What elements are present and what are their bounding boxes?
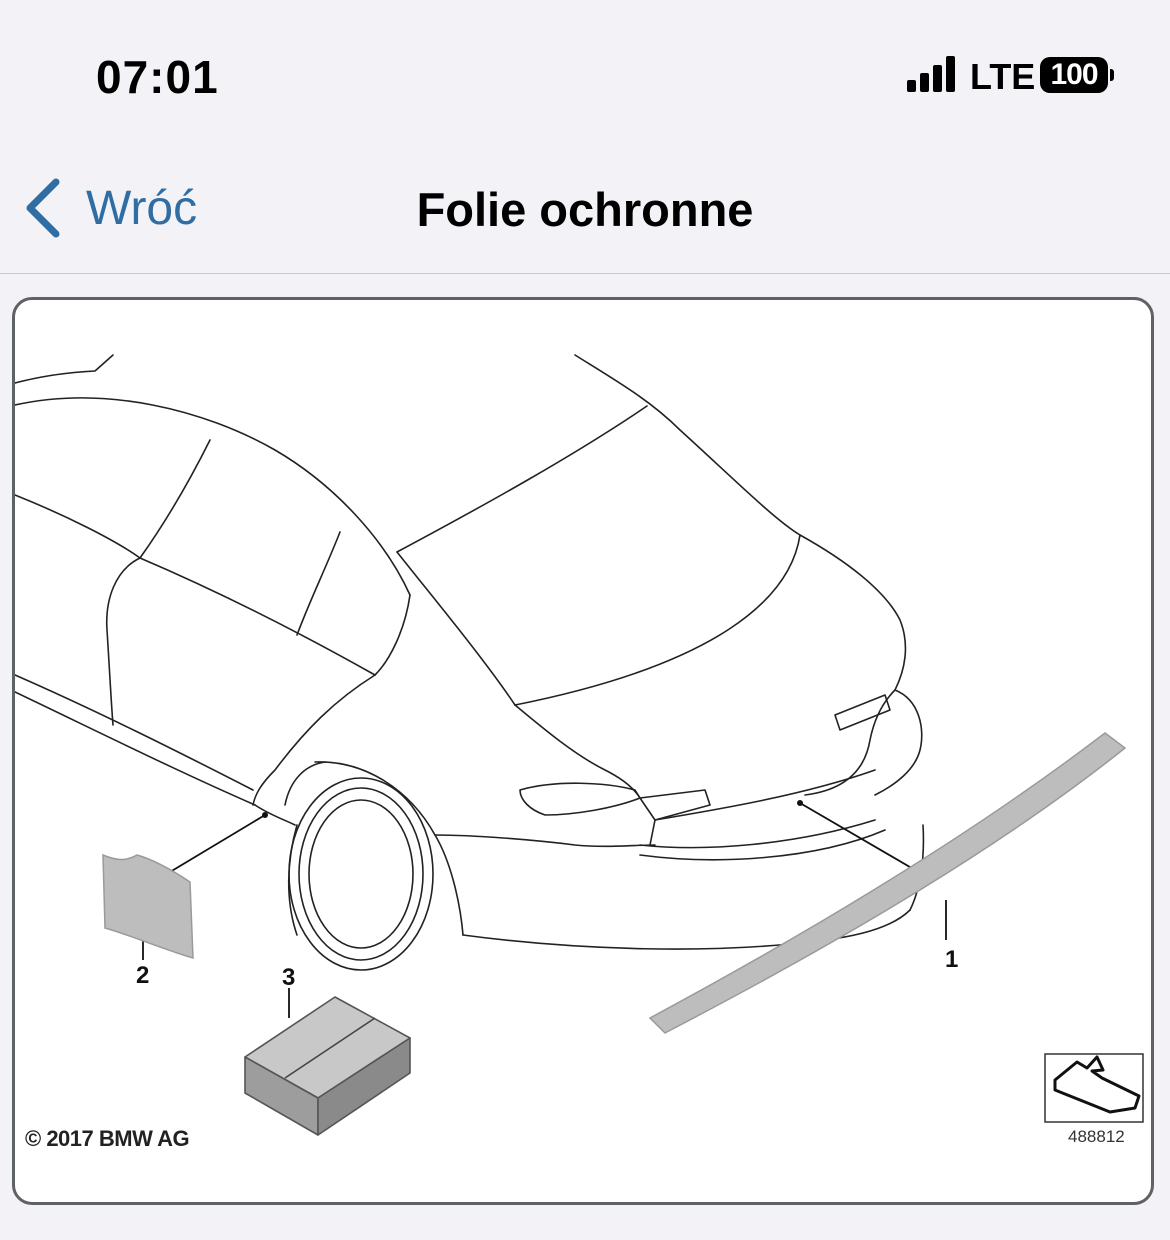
- part-1-bumper-strip: [650, 733, 1125, 1033]
- status-bar: [0, 0, 1170, 140]
- part-2-sill-film: [103, 855, 193, 958]
- back-label: Wróć: [86, 181, 198, 235]
- page-title: Folie ochronne: [416, 183, 754, 236]
- callout-1: 1: [945, 946, 959, 973]
- orientation-icon: [1045, 1054, 1143, 1122]
- battery-icon: [1040, 57, 1116, 93]
- parts-diagram: [12, 297, 1154, 1205]
- callout-2: 2: [136, 962, 150, 989]
- car-rear-illustration: [15, 300, 1151, 1202]
- image-number: 488812: [1068, 1127, 1125, 1146]
- clock: 07:01: [96, 51, 219, 103]
- callout-3: 3: [282, 964, 296, 991]
- battery-level: 100: [1050, 58, 1098, 91]
- copyright-notice: © 2017 BMW AG: [25, 1126, 190, 1151]
- signal-strength-icon: [907, 56, 959, 92]
- network-type: LTE: [970, 56, 1036, 97]
- navigation-bar: [0, 140, 1170, 274]
- part-3-box: [245, 997, 410, 1135]
